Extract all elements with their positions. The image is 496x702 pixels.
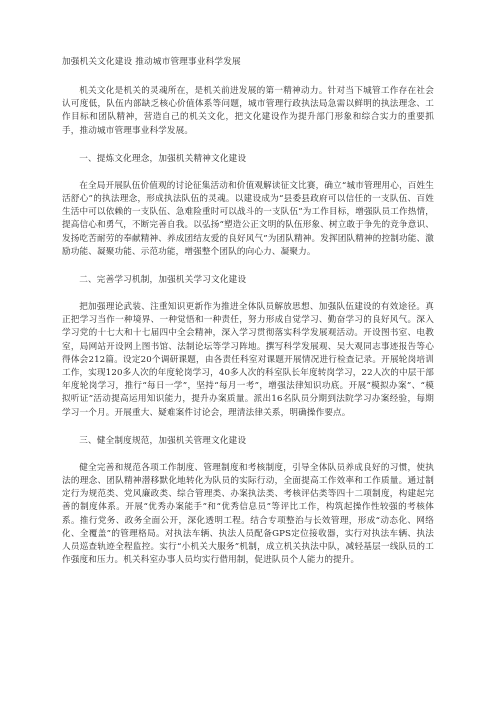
document-title: 加强机关文化建设 推动城市管理事业科学发展 [62,57,241,67]
intro-paragraph: 机关文化是机关的灵魂所在，是机关前进发展的第一精神动力。针对当下城管工作存在社会认可度低，队伍内部缺乏核心价值体系等问题，城市管理行政执法局急需以鲜明的执法理念、工作目标和团队精神，营造自己的机关文化，把文化建设作为提升部门形象和综合实力的重要抓手，推动城市管理事业科学发展。 [62,86,434,136]
section-2-heading: 二、完善学习机制，加强机关学习文化建设 [79,275,247,286]
section-2-body: 把加强理论武装、注重知识更新作为推进全体队员解放思想、加强队伍建设的有效途径。真正把学习当作一种境界、一种觉悟和一种责任，努力形成自觉学习、勤奋学习的良好风气。深入学习党的十七大和十七届四中全会精神，深入学习贯彻落实科学发展观活动。开设图书室、电教室，局网站开设网上图书馆、法制论坛等学习阵地。撰写科学发展观、吴大观同志事迹报告等心得体会212篇。设定20个调研课题，由各责任科室对课题开展情况进行检查记录。开展轮岗培训工作，实现120多人次的年度轮岗学习，40多人次的科室队长年度转岗学习，22人次的中层干部年度轮岗学习，推行“每日一学”，坚持“每月一考”，增强法律知识功底。开展“模拟办案”、“模拟听证”活动提高运用知识能力，提升办案质量。派出16名队员分期到法院学习办案经验，每期学习一个月。开展重大、疑难案件讨论会，理清法律关系，明确操作要点。 [62,302,434,418]
section-1-heading: 一、提炼文化理念，加强机关精神文化建设 [79,153,247,164]
document-page [62,56,434,567]
section-3-body: 健全完善和规范各项工作制度、管理制度和考核制度，引导全体队员养成良好的习惯，使执法的理念、团队精神潜移默化地转化为队员的实际行动，全面提高工作效率和工作质量。通过制定行为规范类、党风廉政类、综合管理类、办案执法类、考核评估类等四十二项制度，构建起完善的制度体系。开展“优秀办案能手”和“优秀信息员”等评比工作，构筑起操作性较强的考核体系。推行党务、政务全面公开，深化透明工程。结合专项整治与长效管理，形成“动态化、网络化、全覆盖”的管理格局。对执法车辆、执法人员配备GPS定位接收器，实行对执法车辆、执法人员巡查轨迹全程监控。实行“小机关大服务”机制，成立机关执法中队，减轻基层一线队员的工作强度和压力。机关科室办事人员均实行借用制，促进队员个人能力的提升。 [62,462,434,566]
section-1-body: 在全局开展队伍价值观的讨论征集活动和价值观解读征文比赛，确立“城市管理用心，百姓生活舒心”的执法理念，形成执法队伍的灵魂。以建设成为“县委县政府可以信任的一支队伍、百姓生活中可以依赖的一支队伍、急难险重时可以战斗的一支队伍”为工作目标，增强队员工作热情，提高信心和勇气，不断完善自我。以弘扬“塑造公正文明的队伍形象、树立敢于争先的竞争意识、发扬吃苦耐劳的奉献精神、养成团结友爱的良好风气”为团队精神。发挥团队精神的控制功能、激励功能、凝聚功能、示范功能，增强整个团队的向心力、凝聚力。 [62,180,434,257]
section-3-heading: 三、健全制度规范，加强机关管理文化建设 [79,435,247,446]
